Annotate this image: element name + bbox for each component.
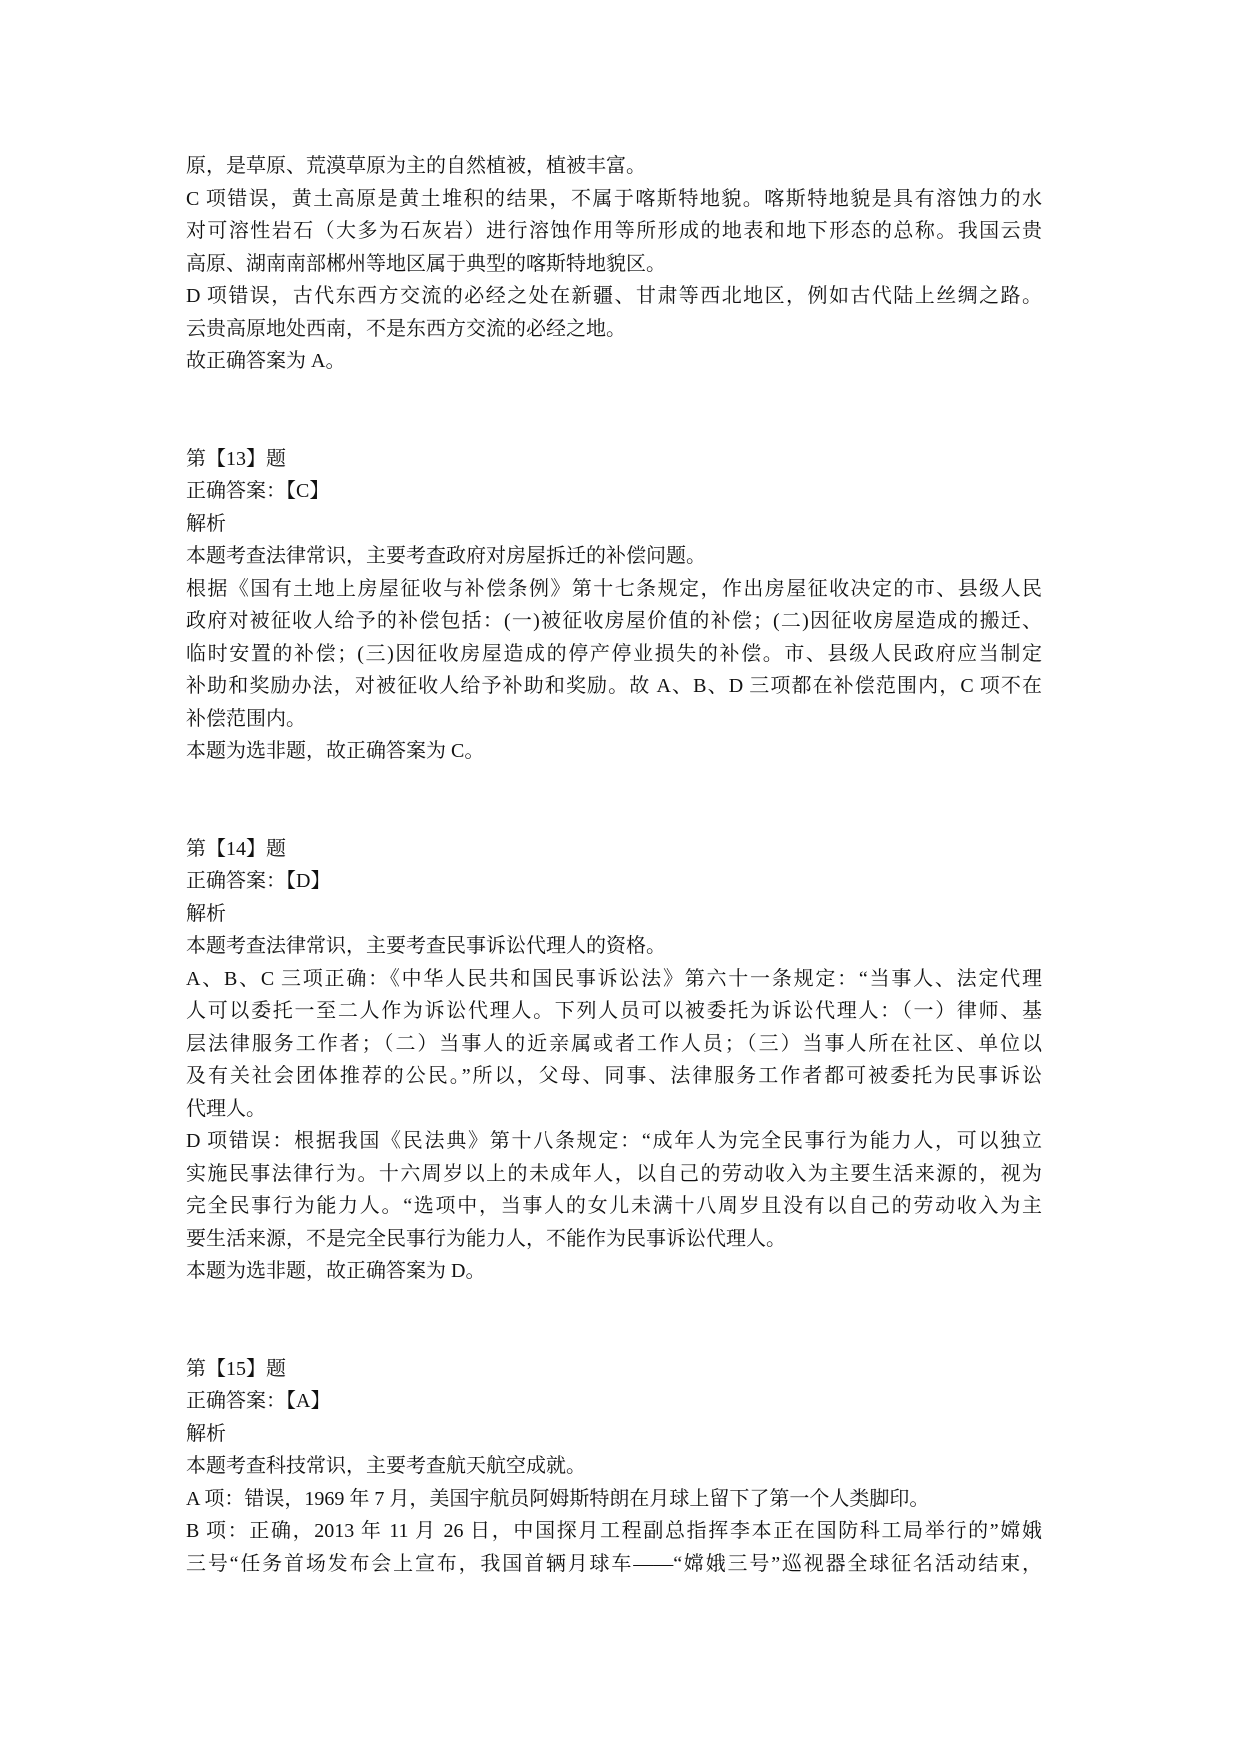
paragraph-line: 三号“任务首场发布会上宣布，我国首辆月球车——“嫦娥三号”巡视器全球征名活动结束，: [186, 1552, 1042, 1575]
correct-answer: 正确答案：【C】: [186, 480, 330, 502]
analysis-label: 解析: [186, 512, 226, 535]
paragraph-line: 临时安置的补偿；(三)因征收房屋造成的停产停业损失的补偿。市、县级人民政府应当制定: [186, 642, 1042, 665]
question-title: 第【14】题: [186, 837, 286, 860]
paragraph-line: 本题考查科技常识，主要考查航天航空成就。: [186, 1455, 586, 1477]
paragraph-line: A 项：错误，1969 年 7 月，美国宇航员阿姆斯特朗在月球上留下了第一个人类脚印。: [186, 1487, 930, 1510]
paragraph-line: 原，是草原、荒漠草原为主的自然植被，植被丰富。: [186, 155, 646, 177]
paragraph-line: 故正确答案为 A。: [186, 350, 346, 372]
paragraph-line: 本题为选非题，故正确答案为 D。: [186, 1260, 486, 1282]
paragraph-line: 对可溶性岩石（大多为石灰岩）进行溶蚀作用等所形成的地表和地下形态的总称。我国云贵: [186, 220, 1042, 242]
paragraph-line: 政府对被征收人给予的补偿包括：(一)被征收房屋价值的补偿；(二)因征收房屋造成的搬迁、: [186, 610, 1042, 632]
paragraph-line: 实施民事法律行为。十六周岁以上的未成年人，以自己的劳动收入为主要生活来源的，视为: [186, 1162, 1042, 1185]
paragraph-line: 层法律服务工作者；（二）当事人的近亲属或者工作人员；（三）当事人所在社区、单位以: [186, 1032, 1042, 1055]
correct-answer: 正确答案：【D】: [186, 870, 331, 892]
paragraph-line: 高原、湖南南部郴州等地区属于典型的喀斯特地貌区。: [186, 252, 666, 275]
paragraph-line: 云贵高原地处西南，不是东西方交流的必经之地。: [186, 317, 626, 340]
section-spacer: [186, 768, 1042, 833]
paragraph-line: 根据《国有土地上房屋征收与补偿条例》第十七条规定，作出房屋征收决定的市、县级人民: [186, 577, 1042, 600]
paragraph-line: 本题考查法律常识，主要考查民事诉讼代理人的资格。: [186, 935, 666, 957]
paragraph-line: 代理人。: [186, 1097, 266, 1120]
analysis-label: 解析: [186, 902, 226, 925]
paragraph-line: 补助和奖励办法，对被征收人给予补助和奖励。故 A、B、D 三项都在补偿范围内，C 项不在: [186, 675, 1042, 697]
correct-answer: 正确答案：【A】: [186, 1390, 331, 1412]
paragraph-line: 本题为选非题，故正确答案为 C。: [186, 740, 485, 762]
question-title: 第【13】题: [186, 447, 286, 470]
paragraph-line: 要生活来源，不是完全民事行为能力人，不能作为民事诉讼代理人。: [186, 1227, 786, 1250]
paragraph-line: D 项错误，古代东西方交流的必经之处在新疆、甘肃等西北地区，例如古代陆上丝绸之路。: [186, 285, 1042, 307]
paragraph-line: 本题考查法律常识，主要考查政府对房屋拆迁的补偿问题。: [186, 545, 706, 567]
document-body: [186, 150, 1042, 1580]
paragraph-line: 及有关社会团体推荐的公民。”所以，父母、同事、法律服务工作者都可被委托为民事诉讼: [186, 1065, 1042, 1087]
paragraph-line: 人可以委托一至二人作为诉讼代理人。下列人员可以被委托为诉讼代理人：（一）律师、基: [186, 1000, 1042, 1022]
paragraph-line: 完全民事行为能力人。“选项中，当事人的女儿未满十八周岁且没有以自己的劳动收入为主: [186, 1195, 1042, 1217]
question-title: 第【15】题: [186, 1357, 286, 1380]
analysis-label: 解析: [186, 1422, 226, 1445]
paragraph-line: D 项错误：根据我国《民法典》第十八条规定：“成年人为完全民事行为能力人，可以独立: [186, 1130, 1042, 1152]
section-spacer: [186, 378, 1042, 443]
paragraph-line: B 项：正确，2013 年 11 月 26 日，中国探月工程副总指挥李本正在国防科工局举行的”嫦娥: [186, 1520, 1042, 1542]
section-spacer: [186, 1288, 1042, 1353]
paragraph-line: A、B、C 三项正确：《中华人民共和国民事诉讼法》第六十一条规定：“当事人、法定代理: [186, 967, 1042, 990]
paragraph-line: C 项错误，黄土高原是黄土堆积的结果，不属于喀斯特地貌。喀斯特地貌是具有溶蚀力的水: [186, 187, 1042, 210]
paragraph-line: 补偿范围内。: [186, 707, 306, 730]
